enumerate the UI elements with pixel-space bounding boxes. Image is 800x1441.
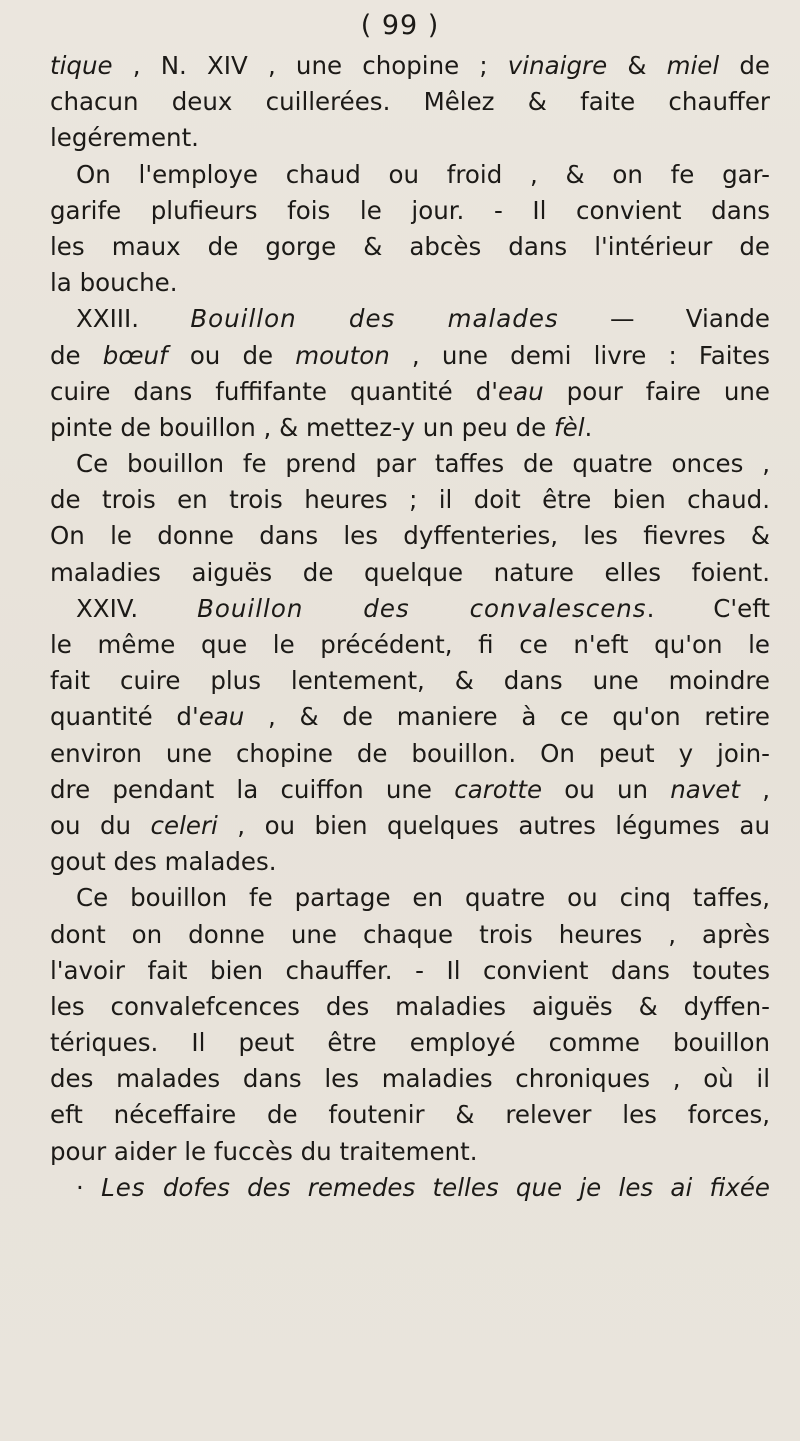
text-run: maladies aiguës de quelque nature elles foient. (50, 557, 770, 587)
text-line (50, 84, 770, 120)
text-line (50, 338, 770, 374)
text-run: XXIII. (76, 304, 191, 334)
text-run: chacun deux cuillerées. Mêlez & faite chauffer (50, 87, 770, 117)
text-run: · (76, 1172, 102, 1202)
text-run: . C'eft (646, 593, 770, 623)
italic-run: miel (666, 51, 720, 80)
text-run: environ une chopine de bouillon. On peut y join- (50, 738, 770, 768)
text-run: dre pendant la cuiffon une (50, 774, 455, 804)
text-run: gout des malades. (50, 847, 277, 877)
text-line (50, 1097, 770, 1133)
italic-run: dofes des remedes telles que je les ai fixée (162, 1172, 770, 1202)
text-run: XXIV. (76, 593, 198, 623)
text-line (50, 1025, 770, 1061)
text-run: ou de (167, 340, 296, 370)
text-run: pinte de bouillon , & mettez-y un peu de (50, 412, 555, 442)
heading-run: Bouillon des convalescens (197, 593, 647, 623)
text-run: eft néceffaire de foutenir & relever les forces, (50, 1100, 770, 1130)
text-line (50, 917, 770, 953)
italic-run: vinaigre (507, 51, 608, 80)
text-run: , une demi livre : Faites (389, 340, 770, 370)
text-run: tériques. Il peut être employé comme bouillon (50, 1028, 770, 1058)
text-run: ou du (50, 810, 151, 840)
text-line (50, 880, 770, 916)
italic-run: celeri (150, 810, 218, 840)
text-run: Ce bouillon fe partage en quatre ou cinq taffes, (76, 883, 770, 913)
text-run: de (50, 340, 103, 370)
text-line (50, 229, 770, 265)
text-run: , & de maniere à ce qu'on retire (244, 702, 770, 732)
heading-run: Les (101, 1172, 146, 1202)
text-run: pour aider le fuccès du traitement. (50, 1136, 478, 1166)
text-run: . (584, 412, 593, 442)
text-line (50, 989, 770, 1025)
text-run: le même que le précédent, fi ce n'eft qu'on le (50, 630, 770, 659)
text-line (50, 953, 770, 989)
heading-run: Bouillon des malades (190, 304, 559, 334)
italic-run: eau (198, 702, 245, 732)
text-run (146, 1173, 163, 1202)
text-run: de (719, 51, 770, 80)
text-run: , (740, 774, 770, 804)
italic-run: fèl (554, 412, 585, 442)
text-run: dont on donne une chaque trois heures , après (50, 919, 770, 949)
text-line (50, 446, 770, 482)
text-run: de trois en trois heures ; il doit être bien chaud. (50, 485, 770, 515)
text-line (50, 772, 770, 808)
text-run: , N. XIV , une chopine ; (112, 51, 508, 80)
text-run: des malades dans les maladies chroniques , où il (50, 1064, 770, 1094)
text-line (50, 844, 770, 880)
text-run: la bouche. (50, 268, 178, 298)
text-line (50, 1134, 770, 1170)
text-run: & (607, 51, 667, 80)
text-run: , ou bien quelques autres légumes au (217, 810, 770, 840)
text-line (50, 410, 770, 446)
italic-run: mouton (295, 340, 390, 370)
text-run: — Viande (558, 304, 770, 334)
text-run: quantité d' (50, 702, 199, 732)
text-run: ou un (542, 774, 671, 804)
italic-run: carotte (454, 774, 543, 804)
text-run: pour faire une (543, 376, 771, 406)
italic-run: tique (50, 51, 113, 80)
italic-run: bœuf (102, 340, 168, 370)
italic-run: eau (498, 376, 544, 406)
text-run: legérement. (50, 123, 199, 153)
text-run: les convalefcences des maladies aiguës & dyffen- (50, 991, 770, 1021)
text-line (50, 627, 770, 663)
text-line (50, 48, 770, 84)
text-run: l'avoir fait bien chauffer. - Il convient dans toutes (50, 955, 770, 985)
text-line (50, 265, 770, 301)
page-number: ( 99 ) (360, 10, 440, 41)
text-run: fait cuire plus lentement, & dans une moindre (50, 666, 770, 696)
text-line (50, 699, 770, 735)
text-run: On le donne dans les dyffenteries, les fievres & (50, 521, 770, 551)
text-run: cuire dans fuffifante quantité d' (50, 376, 499, 406)
page-body-text (50, 48, 770, 1206)
text-line (50, 482, 770, 518)
text-line (50, 1061, 770, 1097)
italic-run: navet (670, 774, 740, 804)
text-run: On l'employe chaud ou froid , & on fe gar- (76, 159, 770, 189)
text-line (50, 555, 770, 591)
text-line (50, 193, 770, 229)
text-line (50, 591, 770, 627)
text-line (50, 374, 770, 410)
text-line (50, 736, 770, 772)
text-run: les maux de gorge & abcès dans l'intérieur de (50, 231, 770, 261)
text-line (50, 1170, 770, 1206)
text-line (50, 157, 770, 193)
text-run: Ce bouillon fe prend par taffes de quatre onces , (76, 449, 770, 479)
text-line (50, 301, 770, 337)
text-line (50, 518, 770, 554)
text-line (50, 120, 770, 156)
text-line (50, 808, 770, 844)
text-run: garife plufieurs fois le jour. - Il convient dans (50, 195, 770, 225)
text-line (50, 663, 770, 699)
